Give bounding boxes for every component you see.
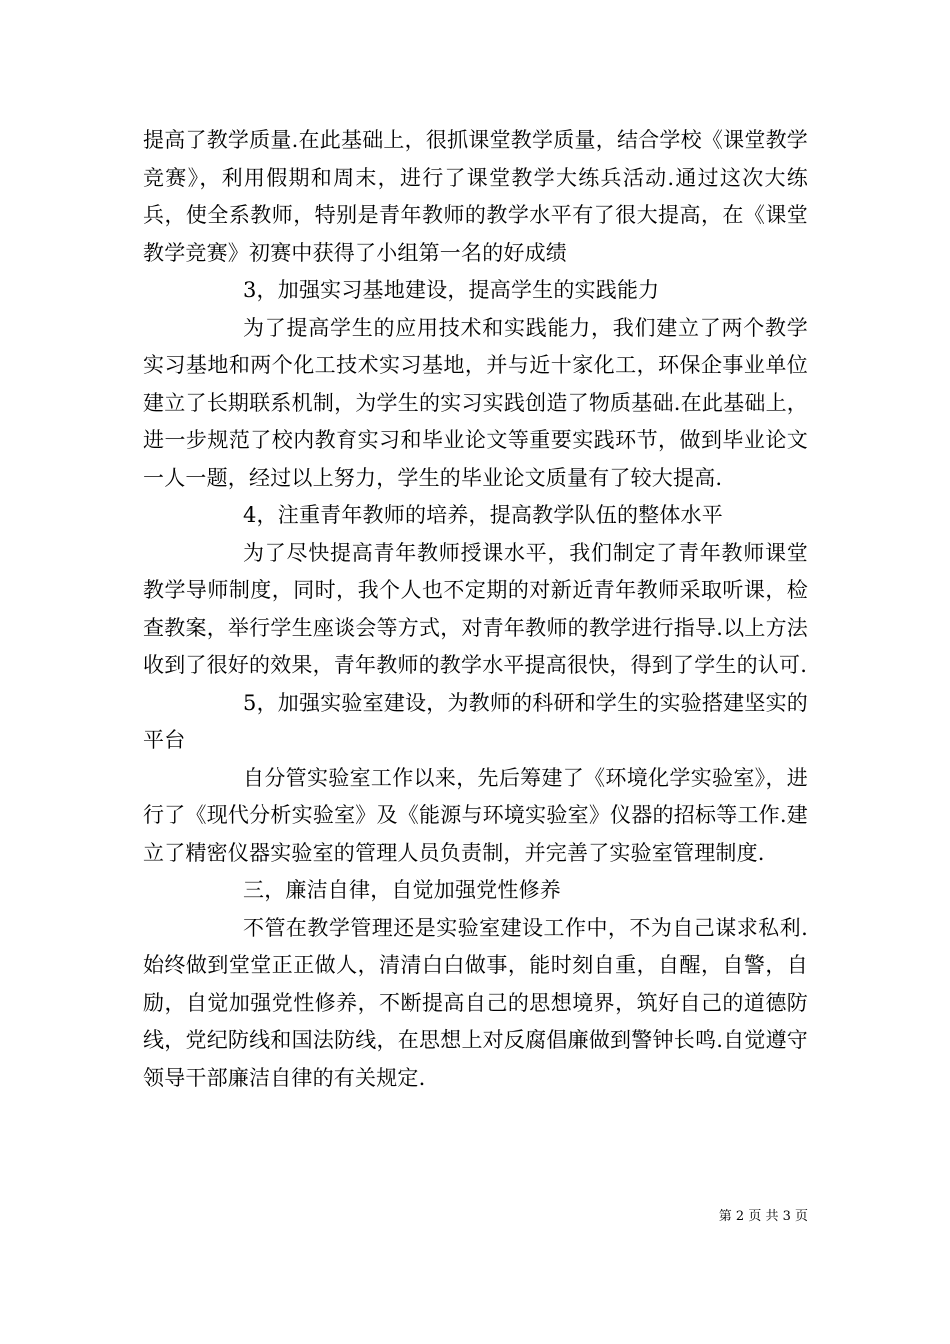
section-heading-3: 3，加强实习基地建设，提高学生的实践能力 <box>243 278 660 302</box>
section-heading-three: 三，廉洁自律，自觉加强党性修养 <box>243 878 561 902</box>
paragraph-laboratory: 自分管实验室工作以来，先后筹建了《环境化学实验室》，进行了《现代分析实验室》及《能源与环境实验室》仪器的招标等工作.建立了精密仪器实验室的管理人员负责制，并完善了实验室管理制度. <box>143 765 808 865</box>
document-body <box>143 122 808 1097</box>
page-number-footer: 第 2 页 共 3 页 <box>718 1209 808 1224</box>
section-heading-5: 5，加强实验室建设，为教师的科研和学生的实验搭建坚实的平台 <box>143 690 808 752</box>
section-heading-4: 4，注重青年教师的培养，提高教学队伍的整体水平 <box>243 503 723 527</box>
paragraph-integrity: 不管在教学管理还是实验室建设工作中，不为自己谋求私利.始终做到堂堂正正做人，清清白白做事，能时刻自重，自醒，自警，自励，自觉加强党性修养，不断提高自己的思想境界，筑好自己的道德防线，党纪防线和国法防线，在思想上对反腐倡廉做到警钟长鸣.自觉遵守领导干部廉洁自律的有关规定. <box>143 915 808 1090</box>
paragraph-continuation: 提高了教学质量.在此基础上，很抓课堂教学质量，结合学校《课堂教学竞赛》，利用假期和周末，进行了课堂教学大练兵活动.通过这次大练兵，使全系教师，特别是青年教师的教学水平有了很大提高，在《课堂教学竞赛》初赛中获得了小组第一名的好成绩 <box>143 128 808 265</box>
paragraph-practice-bases: 为了提高学生的应用技术和实践能力，我们建立了两个教学实习基地和两个化工技术实习基地，并与近十家化工，环保企事业单位建立了长期联系机制，为学生的实习实践创造了物质基础.在此基础上，进一步规范了校内教育实习和毕业论文等重要实践环节，做到毕业论文一人一题，经过以上努力，学生的毕业论文质量有了较大提高. <box>143 315 808 490</box>
paragraph-young-teachers: 为了尽快提高青年教师授课水平，我们制定了青年教师课堂教学导师制度，同时，我个人也不定期的对新近青年教师采取听课，检查教案，举行学生座谈会等方式，对青年教师的教学进行指导.以上方法收到了很好的效果，青年教师的教学水平提高很快，得到了学生的认可. <box>143 540 808 677</box>
